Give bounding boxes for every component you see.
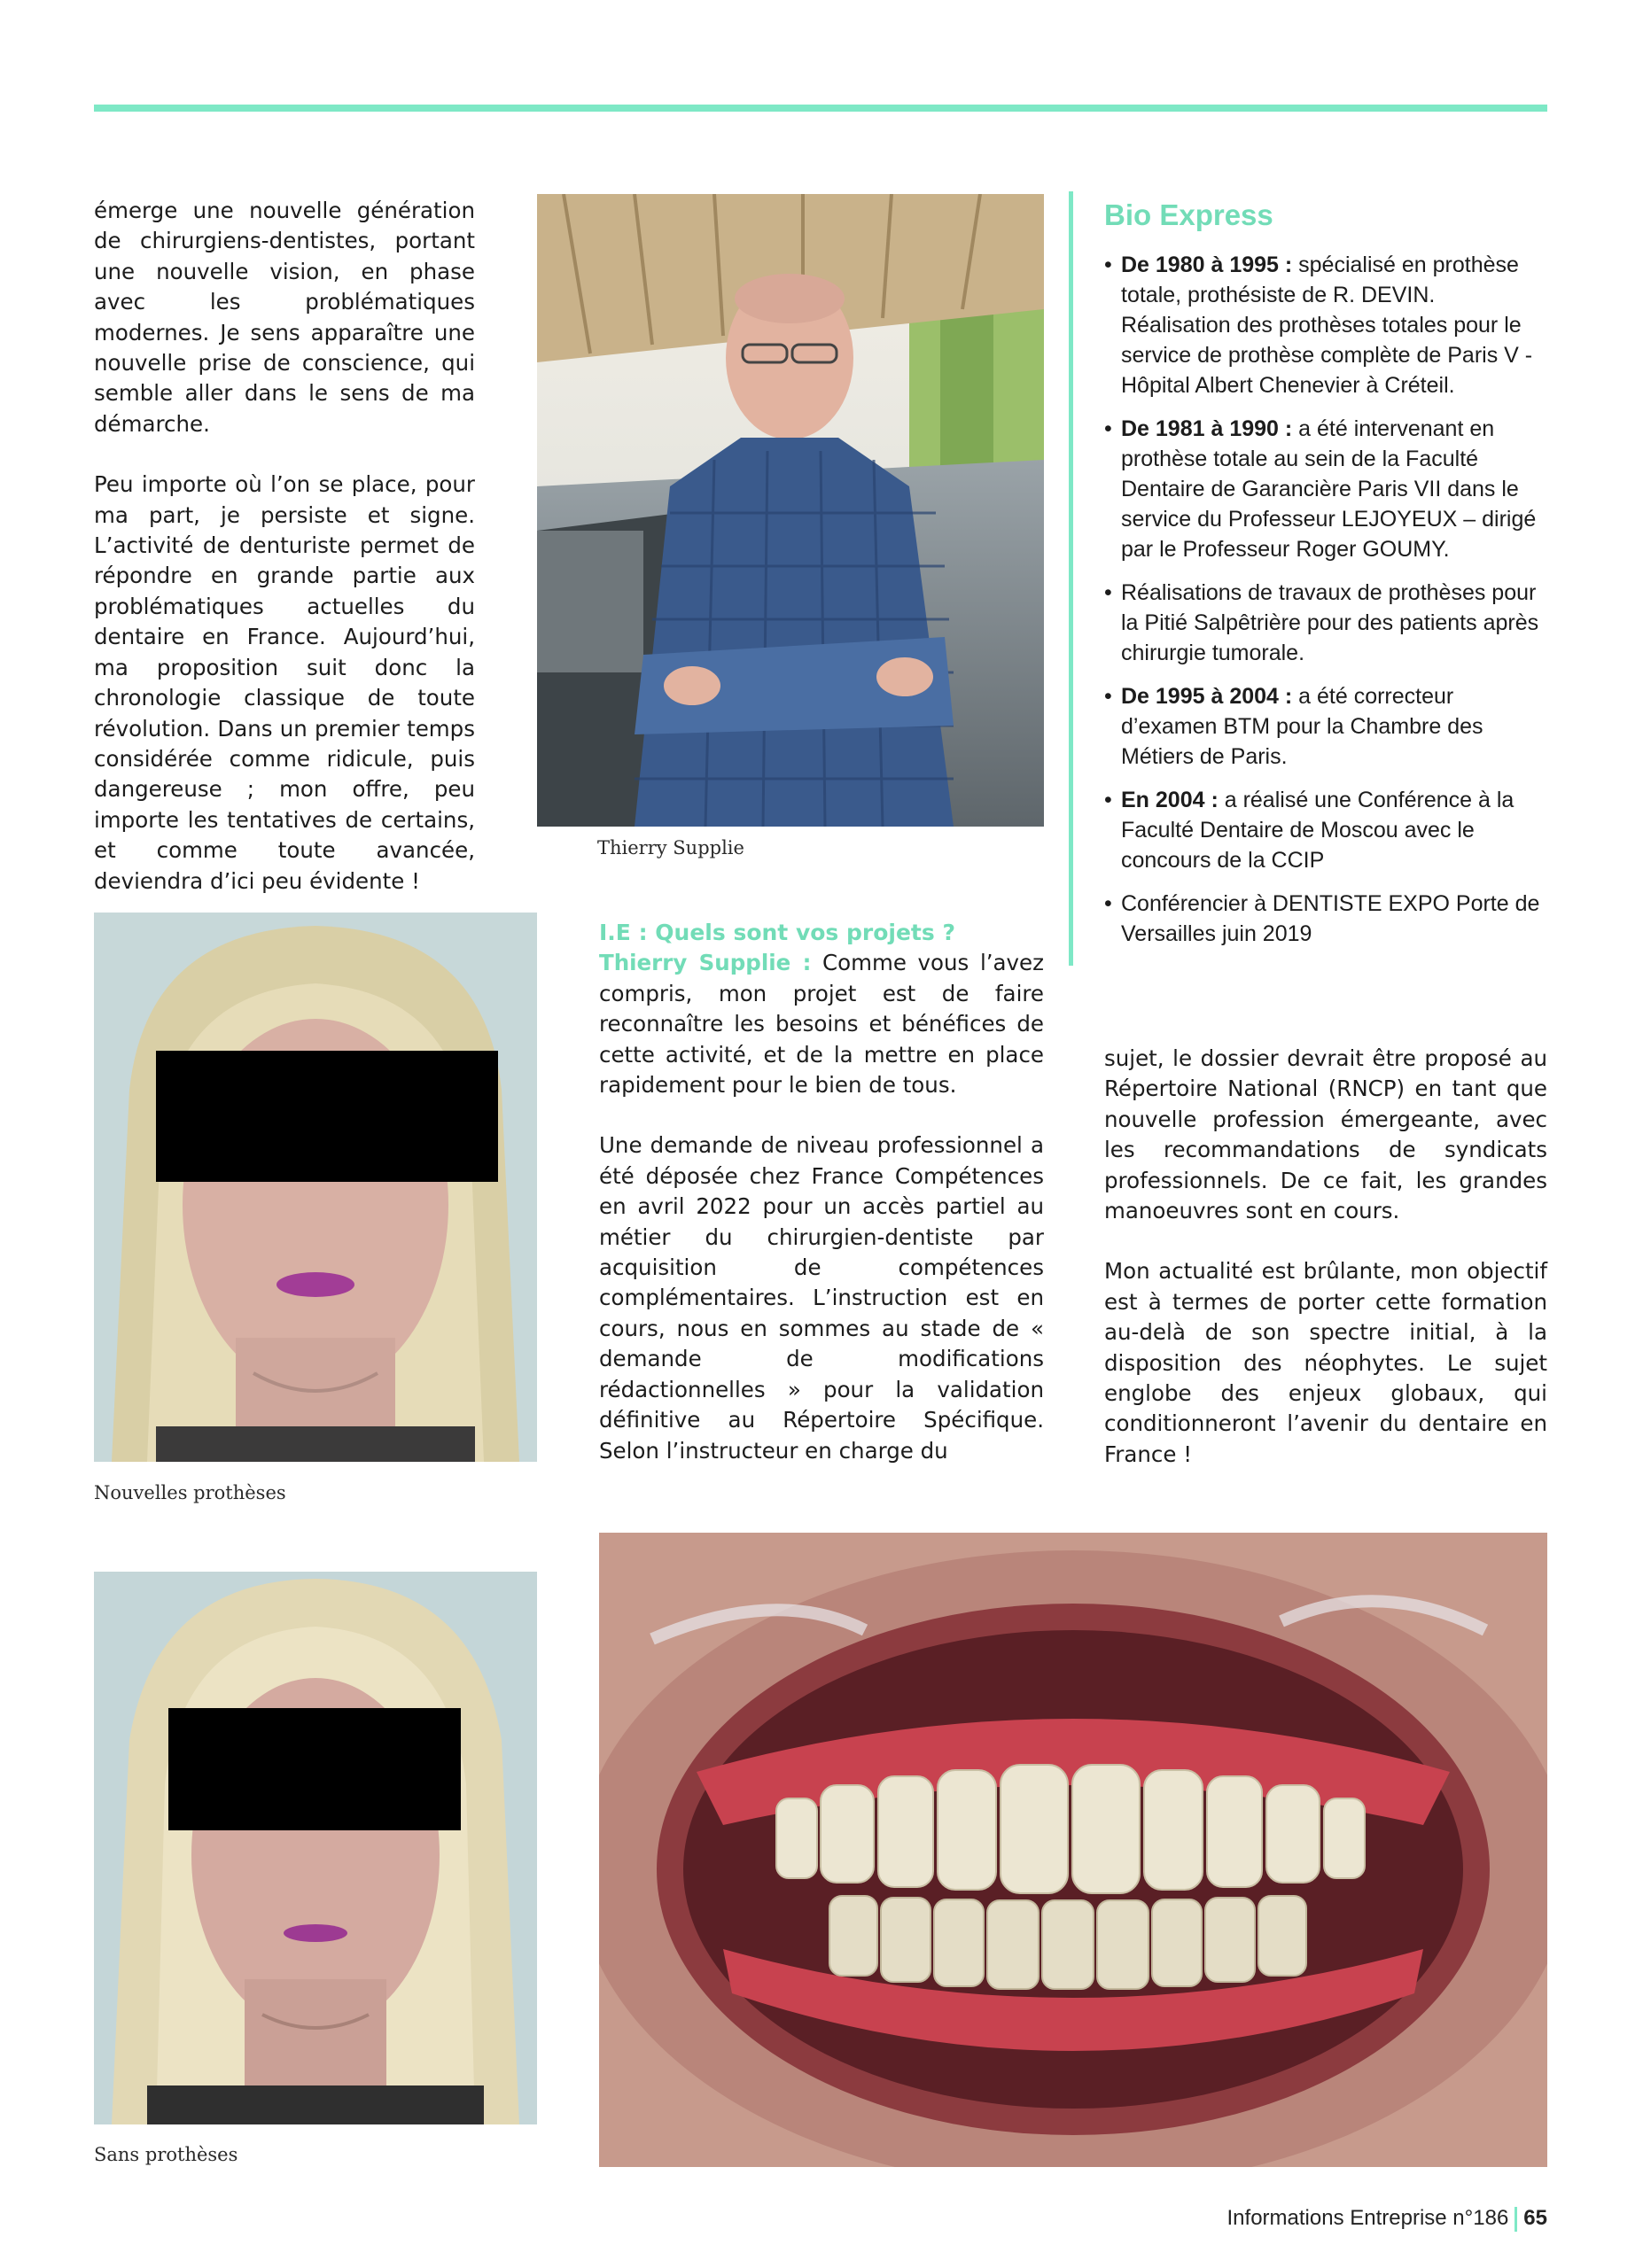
interview-answer — [599, 948, 1044, 1100]
page-number: 65 — [1523, 2206, 1547, 2230]
magazine-name: Informations Entreprise — [1226, 2206, 1447, 2230]
bio-item-text: a été intervenant en prothèse totale au sein de la Faculté Dentaire de Garancière Paris VII dans le service du Professeur LEJOYEUX – dirigé par le Professeur Roger GOUMY. — [1121, 416, 1537, 562]
footer-separator — [1515, 2207, 1517, 2232]
face-photo-without-prosthesis — [94, 1572, 537, 2124]
bio-list — [1104, 250, 1547, 962]
column-3-text — [1104, 1044, 1547, 1470]
top-accent-bar — [94, 105, 1547, 112]
bio-item-date: De 1980 à 1995 : — [1121, 252, 1293, 277]
eye-censor-bar — [168, 1708, 461, 1830]
column-1-paragraph-2: Peu importe où l’on se place, pour ma part, je persiste et signe. L’activité de denturiste permet de répondre en grande partie aux problématiques actuelles du dentaire en France. Aujourd’hui, ma proposition suit donc la chronologie classique de toute révolution. Dans un premier temps considérée comme ridicule, puis dangereuse ; mon offre, peu importe les tentatives de certains, et comme toute avancée, deviendra d’ici peu évidente ! — [94, 471, 475, 894]
dental-closeup-photo — [599, 1533, 1547, 2167]
bio-accent-rule — [1069, 191, 1073, 966]
page-footer — [1227, 2206, 1547, 2232]
bio-item — [1104, 681, 1547, 772]
bio-item-date: De 1995 à 2004 : — [1121, 684, 1293, 709]
portrait-photo — [537, 194, 1044, 827]
new-prosthesis-caption: Nouvelles prothèses — [94, 1482, 286, 1503]
column-3-paragraph-1: sujet, le dossier devrait être proposé au Répertoire National (RNCP) en tant que nouvelle profession émergeante, avec les recommandations de syndicats professionnels. De ce fait, les grandes manoeuvres sont en cours. — [1104, 1045, 1547, 1224]
column-2-text — [599, 918, 1044, 1466]
bio-item — [1104, 250, 1547, 400]
issue-number: n°186 — [1452, 2206, 1509, 2230]
bio-item — [1104, 414, 1547, 564]
bio-item-text: spécialisé en prothèse totale, prothésiste de R. DEVIN. Réalisation des prothèses totales pour le service de prothèse complète de Paris V - Hôpital Albert Chenevier à Créteil. — [1121, 252, 1533, 398]
bio-item — [1104, 889, 1547, 949]
without-prosthesis-caption: Sans prothèses — [94, 2144, 238, 2165]
answer-text: Comme vous l’avez compris, mon projet est de faire reconnaître les besoins et bénéfices de cette activité, et de la mettre en place rapidement pour le bien de tous. — [599, 950, 1044, 1099]
column-2-paragraph-2: Une demande de niveau professionnel a été déposée chez France Compétences en avril 2022 pour un accès partiel au métier du chirurgien-dentiste par acquisition de compétences complémentaires. L’instruction est en cours, nous en sommes au stade de « demande de modifications rédactionnelles » pour la validation définitive au Répertoire Spécifique. Selon l’instructeur en charge du — [599, 1132, 1044, 1464]
column-1-paragraph-1: émerge une nouvelle génération de chirurgiens-dentistes, portant une nouvelle vision, en phase avec les problématiques modernes. Je sens apparaître une nouvelle prise de conscience, qui semble aller dans le sens de ma démarche. — [94, 198, 475, 437]
column-1-text — [94, 196, 475, 897]
bio-item-text: Conférencier à DENTISTE EXPO Porte de Versailles juin 2019 — [1121, 891, 1540, 946]
interview-question: I.E : Quels sont vos projets ? — [599, 920, 955, 945]
speaker-name: Thierry Supplie : — [599, 950, 812, 976]
bio-express-box — [1069, 191, 1547, 966]
face-photo-new-prosthesis — [94, 913, 537, 1462]
column-3-paragraph-2: Mon actualité est brûlante, mon objectif est à termes de porter cette formation au-delà de son spectre initial, à la disposition des néophytes. Le sujet englobe des enjeux globaux, qui conditionneront l’avenir du dentaire en France ! — [1104, 1258, 1547, 1467]
bio-item — [1104, 785, 1547, 875]
bio-item — [1104, 578, 1547, 668]
bio-title: Bio Express — [1104, 198, 1273, 231]
portrait-caption: Thierry Supplie — [597, 837, 744, 858]
bio-item-text: Réalisations de travaux de prothèses pour la Pitié Salpêtrière pour des patients après chirurgie tumorale. — [1121, 580, 1539, 665]
bio-item-date: En 2004 : — [1121, 788, 1219, 812]
bio-item-date: De 1981 à 1990 : — [1121, 416, 1293, 441]
bio-item-text: a été correcteur d’examen BTM pour la Chambre des Métiers de Paris. — [1121, 684, 1483, 769]
bio-item-text: a réalisé une Conférence à la Faculté Dentaire de Moscou avec le concours de la CCIP — [1121, 788, 1515, 873]
eye-censor-bar — [156, 1051, 498, 1182]
